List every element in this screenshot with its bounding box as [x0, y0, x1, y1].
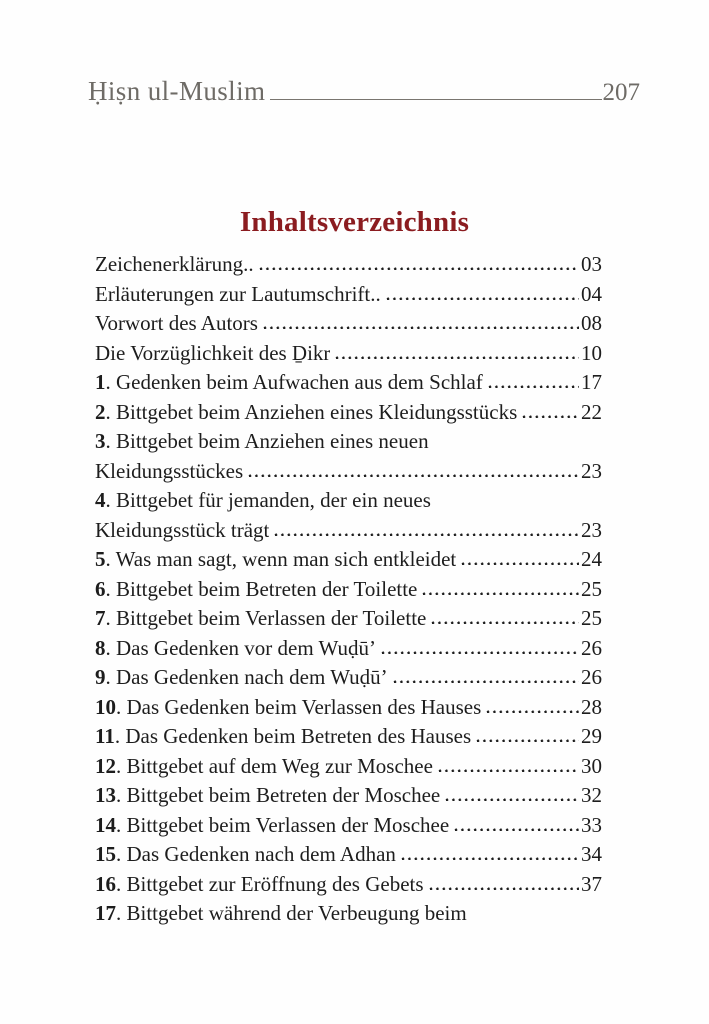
toc-entry-page: 29 — [581, 724, 602, 748]
dot-leader — [444, 796, 579, 802]
toc-entry-label: . Das Gedenken beim Betreten des Hauses — [114, 724, 472, 748]
toc-entry-label: . Bittgebet beim Anziehen eines neuen — [105, 429, 429, 453]
dot-leader — [485, 708, 579, 714]
dot-leader — [385, 295, 579, 301]
toc-entry-label: . Das Gedenken beim Verlassen des Hauses — [116, 694, 482, 719]
toc-entry-label: . Das Gedenken nach dem Adhan — [116, 842, 396, 866]
toc-entry-label: . Bittgebet beim Anziehen eines Kleidungsstücks — [105, 399, 518, 424]
toc-entry-label: . Bittgebet während der Verbeugung beim — [116, 901, 467, 925]
toc-entry-number: 5 — [95, 547, 106, 571]
page-number: 207 — [602, 79, 640, 106]
toc-entry-page: 32 — [581, 783, 602, 807]
header-rule — [270, 99, 601, 100]
toc-entry-number: 12 — [95, 753, 116, 778]
toc-entry-page: 37 — [581, 871, 602, 896]
toc-entry-number: 10 — [95, 694, 116, 719]
toc-entry-page: 22 — [581, 399, 602, 424]
toc-row — [95, 606, 602, 636]
dot-leader — [460, 560, 579, 566]
toc-row — [95, 400, 602, 430]
toc-row — [95, 813, 602, 843]
toc-entry-label: Erläuterungen zur Lautumschrift.. — [95, 281, 381, 306]
toc-entry-number: 14 — [95, 812, 116, 837]
toc-entry-label: . Bittgebet für jemanden, der ein neues — [105, 488, 431, 512]
toc-row — [95, 754, 602, 784]
toc-row — [95, 872, 602, 902]
toc-entry-label: . Bittgebet beim Verlassen der Toilette — [105, 606, 427, 630]
toc-entry-page: 17 — [581, 370, 602, 394]
toc-entry-page: 25 — [581, 576, 602, 601]
toc-entry-number: 8 — [95, 635, 106, 660]
toc-entry-page: 04 — [581, 281, 602, 306]
toc-entry-label: . Bittgebet beim Verlassen der Moschee — [116, 812, 450, 837]
toc-entry-page: 34 — [581, 842, 602, 866]
toc-entry-number: 13 — [95, 783, 116, 807]
toc-entry-number: 4 — [95, 488, 106, 512]
dot-leader — [421, 590, 579, 596]
toc-entry-page: 30 — [581, 753, 602, 778]
toc-entry-page: 03 — [581, 252, 602, 276]
toc-entry-label: Kleidungsstück trägt — [95, 517, 270, 542]
toc-entry-number: 7 — [95, 606, 106, 630]
toc-title: Inhaltsverzeichnis — [239, 206, 470, 238]
toc-row — [95, 901, 602, 931]
dot-leader — [258, 265, 579, 271]
dot-leader — [453, 826, 579, 832]
dot-leader — [334, 354, 579, 360]
dot-leader — [262, 324, 579, 330]
toc-entry-page: 33 — [581, 812, 602, 837]
toc-row — [95, 724, 602, 754]
toc-row — [95, 577, 602, 607]
toc-row — [95, 429, 602, 459]
toc-entry-label: . Bittgebet zur Eröffnung des Gebets — [116, 871, 424, 896]
toc-entry-number: 3 — [95, 429, 106, 453]
toc-entry-page: 10 — [581, 340, 602, 365]
toc-entry-page: 25 — [581, 606, 602, 630]
toc-entry-label: . Das Gedenken nach dem Wuḍū’ — [105, 665, 388, 689]
toc-entry-label: . Bittgebet beim Betreten der Moschee — [116, 783, 441, 807]
toc-row — [95, 695, 602, 725]
toc-entry-page: 26 — [581, 665, 602, 689]
dot-leader — [475, 737, 579, 743]
toc-entry-number: 16 — [95, 871, 116, 896]
dot-leader — [273, 531, 579, 537]
page-header — [88, 76, 640, 107]
toc-entry-number: 9 — [95, 665, 106, 689]
toc-row — [95, 636, 602, 666]
toc-entry-number: 1 — [95, 370, 106, 394]
toc-row — [95, 459, 602, 489]
toc-list — [95, 252, 602, 931]
dot-leader — [428, 885, 579, 891]
toc-entry-page: 23 — [581, 458, 602, 483]
toc-entry-number: 11 — [95, 724, 115, 748]
toc-entry-number: 6 — [95, 576, 106, 601]
toc-entry-page: 08 — [581, 311, 602, 335]
dot-leader — [380, 649, 579, 655]
dot-leader — [400, 855, 579, 861]
toc-entry-page: 24 — [581, 547, 602, 571]
toc-entry-label: . Was man sagt, wenn man sich entkleidet — [105, 547, 457, 571]
dot-leader — [437, 767, 579, 773]
toc-row — [95, 783, 602, 813]
toc-entry-page: 26 — [581, 635, 602, 660]
dot-leader — [487, 383, 579, 389]
toc-row — [95, 547, 602, 577]
toc-entry-label: . Das Gedenken vor dem Wuḍū’ — [105, 635, 377, 660]
toc-row — [95, 370, 602, 400]
dot-leader — [521, 413, 579, 419]
toc-entry-label: Die Vorzüglichkeit des Ḏikr — [95, 340, 331, 365]
toc-row — [95, 665, 602, 695]
toc-row — [95, 311, 602, 341]
toc-row — [95, 842, 602, 872]
toc-entry-number: 15 — [95, 842, 116, 866]
toc-entry-label: Kleidungsstückes — [95, 458, 244, 483]
toc-entry-number: 2 — [95, 399, 106, 424]
toc-row — [95, 488, 602, 518]
toc-entry-label: . Bittgebet beim Betreten der Toilette — [105, 576, 418, 601]
toc-entry-number: 17 — [95, 901, 116, 925]
book-title: Ḥiṣn ul-Muslim — [88, 76, 266, 106]
toc-row — [95, 341, 602, 371]
toc-entry-label: . Bittgebet auf dem Weg zur Moschee — [116, 753, 433, 778]
toc-row — [95, 282, 602, 312]
toc-entry-page: 28 — [581, 694, 602, 719]
toc-entry-label: Vorwort des Autors — [95, 311, 258, 335]
dot-leader — [247, 472, 579, 478]
toc-row — [95, 518, 602, 548]
toc-entry-page: 23 — [581, 517, 602, 542]
toc-entry-label: Zeichenerklärung.. — [95, 252, 254, 276]
dot-leader — [430, 619, 579, 625]
dot-leader — [392, 678, 579, 684]
toc-entry-label: . Gedenken beim Aufwachen aus dem Schlaf — [105, 370, 483, 394]
toc-row — [95, 252, 602, 282]
